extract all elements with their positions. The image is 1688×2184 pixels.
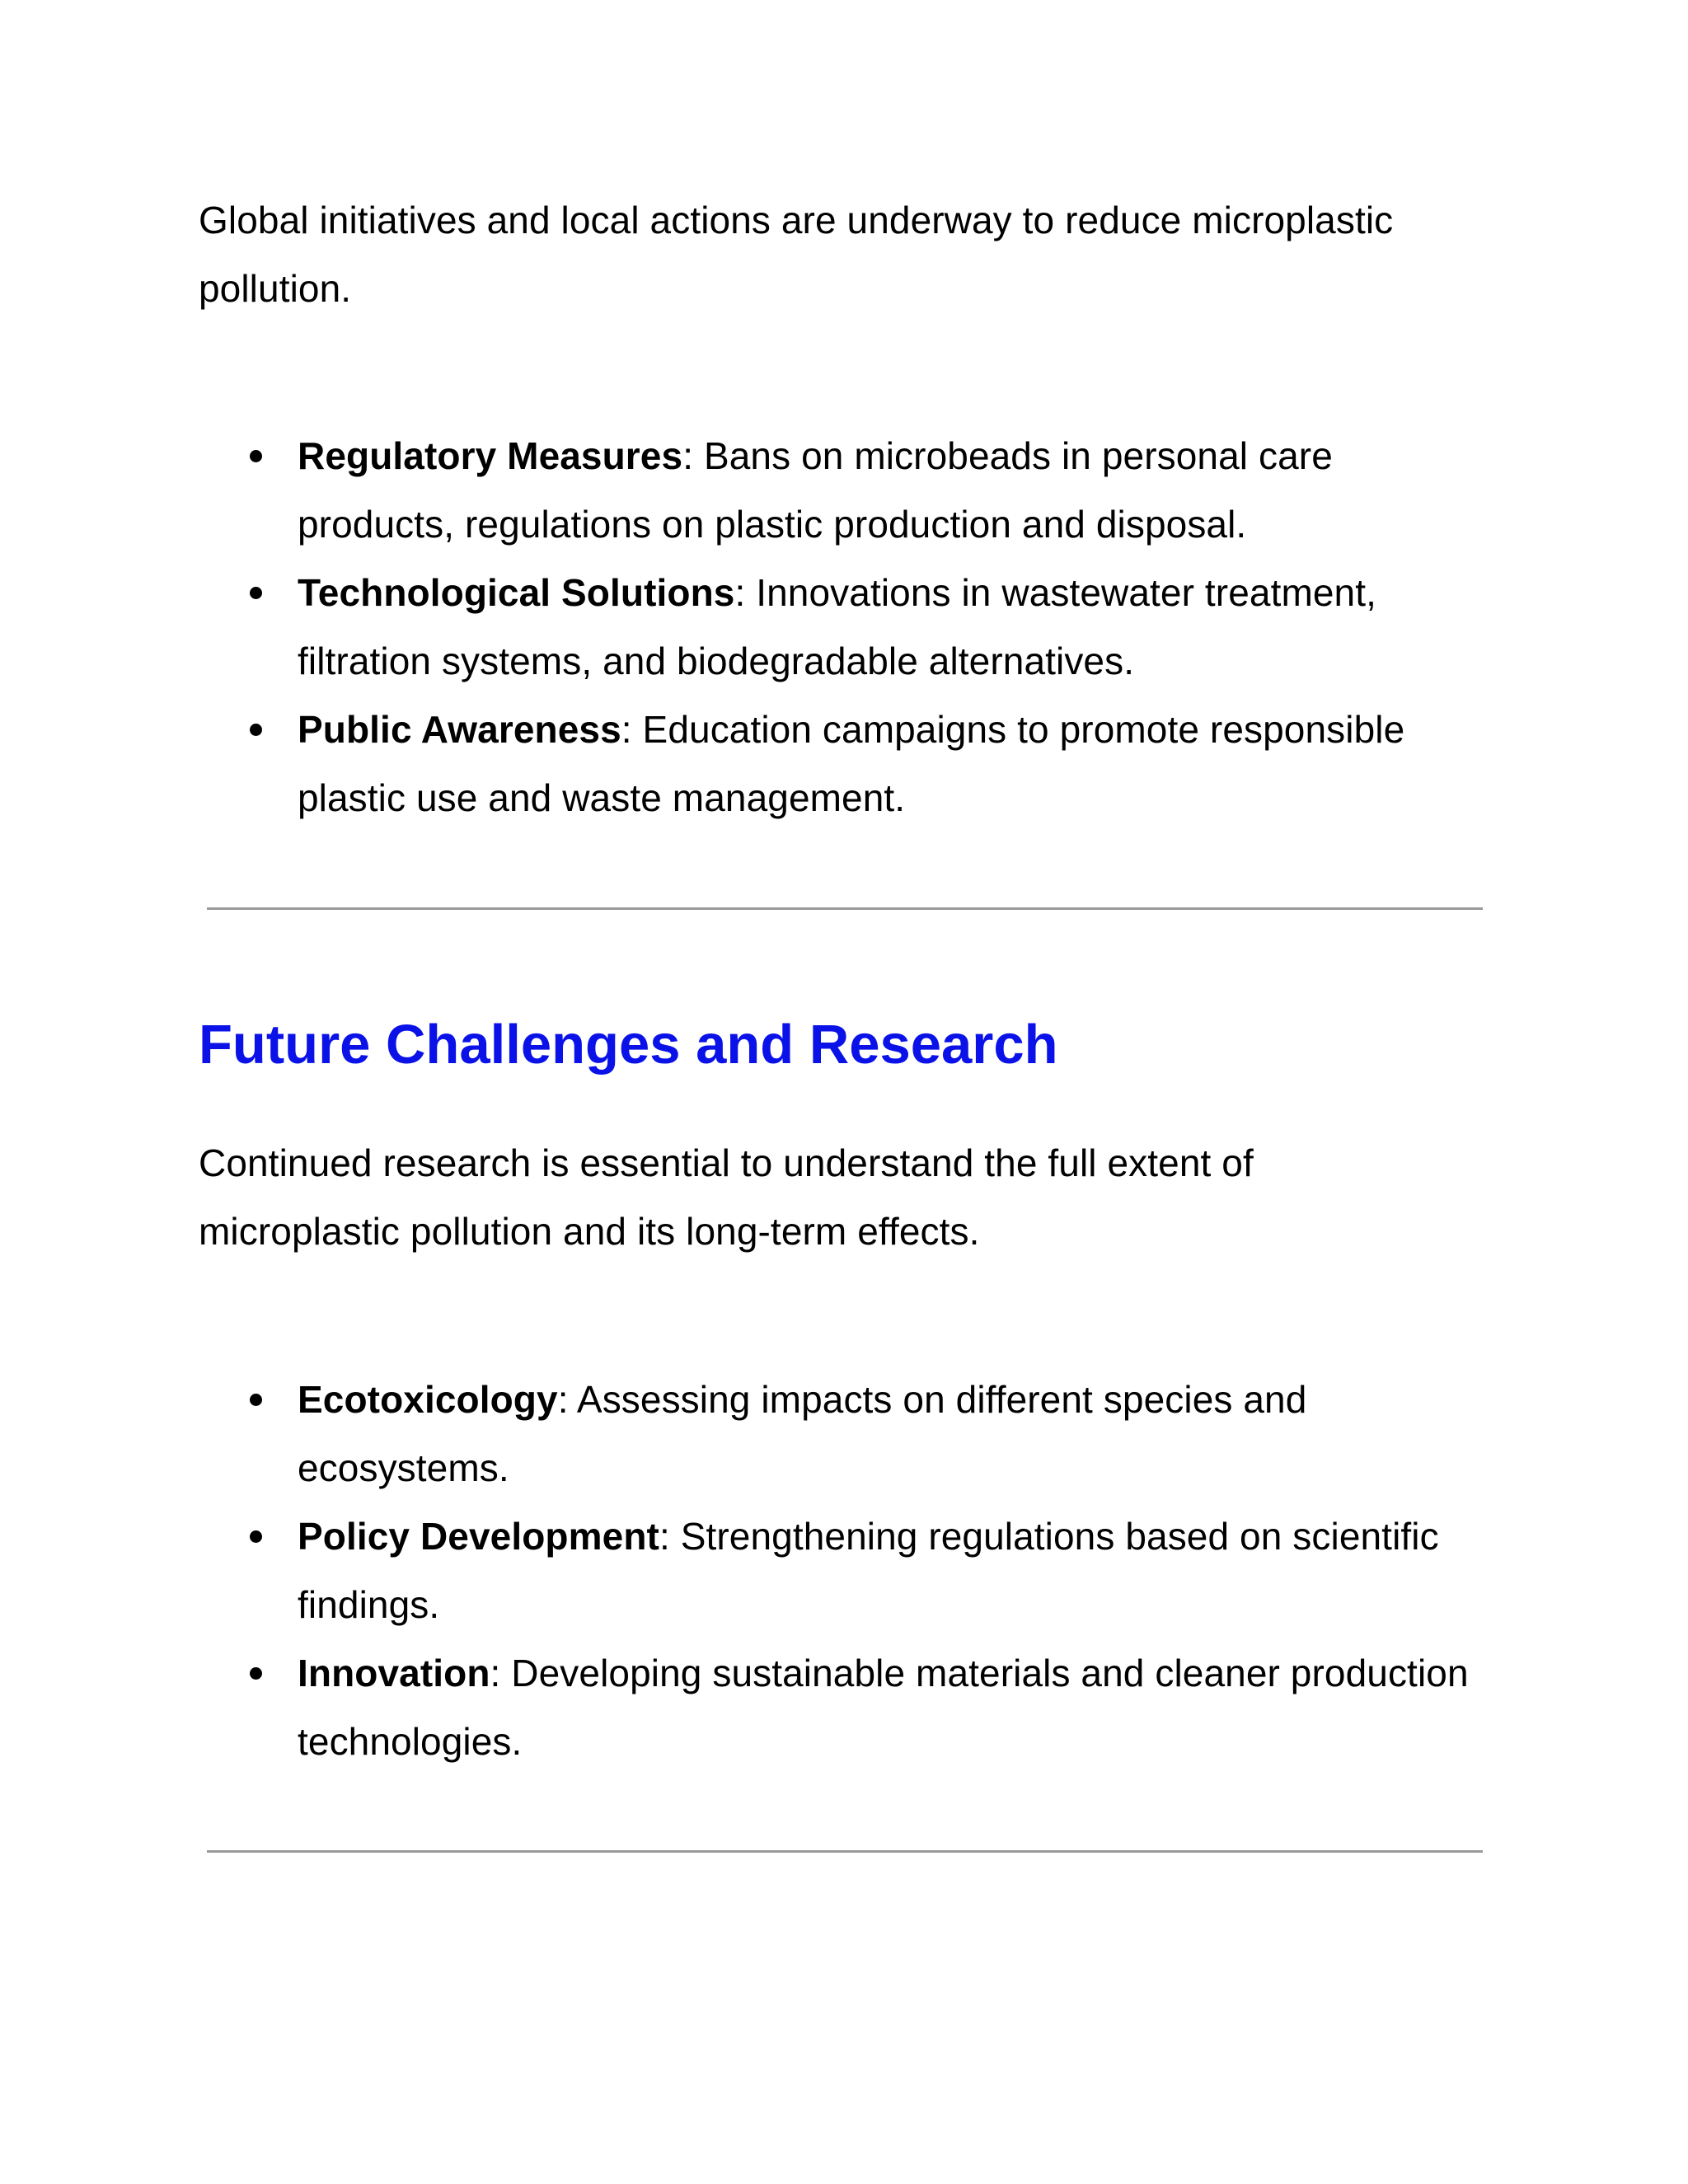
list-item-term: Technological Solutions [298, 571, 735, 614]
list-item-description: : Assessing impacts on different species and ecosystems. [298, 1378, 1307, 1489]
list-item-description: : Education campaigns to promote responsible plastic use and waste management. [298, 708, 1405, 819]
mitigation-list [199, 422, 1493, 832]
list-item-description: : Bans on microbeads in personal care products, regulations on plastic production and disposal. [298, 434, 1333, 546]
list-item-term: Ecotoxicology [298, 1378, 558, 1421]
list-item [199, 1502, 1493, 1639]
section-divider [207, 907, 1483, 910]
bullet-icon [250, 724, 262, 736]
section-divider [207, 1850, 1483, 1853]
bullet-icon [250, 450, 262, 462]
list-item [199, 696, 1493, 832]
future-text: Continued research is essential to understand the full extent of microplastic pollution and its long-term effects. [199, 1141, 1254, 1253]
list-item-description: : Innovations in wastewater treatment, filtration systems, and biodegradable alternatives. [298, 571, 1376, 682]
bullet-icon [250, 1394, 262, 1406]
list-item [199, 422, 1493, 559]
research-list [199, 1366, 1493, 1776]
bullet-icon [250, 587, 262, 599]
intro-paragraph [199, 186, 1468, 323]
list-item [199, 1639, 1493, 1776]
bullet-icon [250, 1530, 262, 1543]
section-heading: Future Challenges and Research [199, 1014, 1058, 1076]
list-item-description: : Strengthening regulations based on scientific findings. [298, 1515, 1439, 1626]
list-item [199, 1366, 1493, 1502]
list-item-description: : Developing sustainable materials and cleaner production technologies. [298, 1652, 1469, 1763]
list-item-term: Regulatory Measures [298, 434, 683, 477]
future-paragraph [199, 1129, 1386, 1266]
intro-text: Global initiatives and local actions are underway to reduce microplastic pollution. [199, 199, 1394, 310]
list-item-term: Public Awareness [298, 708, 621, 751]
bullet-icon [250, 1667, 262, 1680]
list-item-term: Innovation [298, 1652, 490, 1694]
list-item [199, 559, 1493, 696]
list-item-term: Policy Development [298, 1515, 659, 1558]
